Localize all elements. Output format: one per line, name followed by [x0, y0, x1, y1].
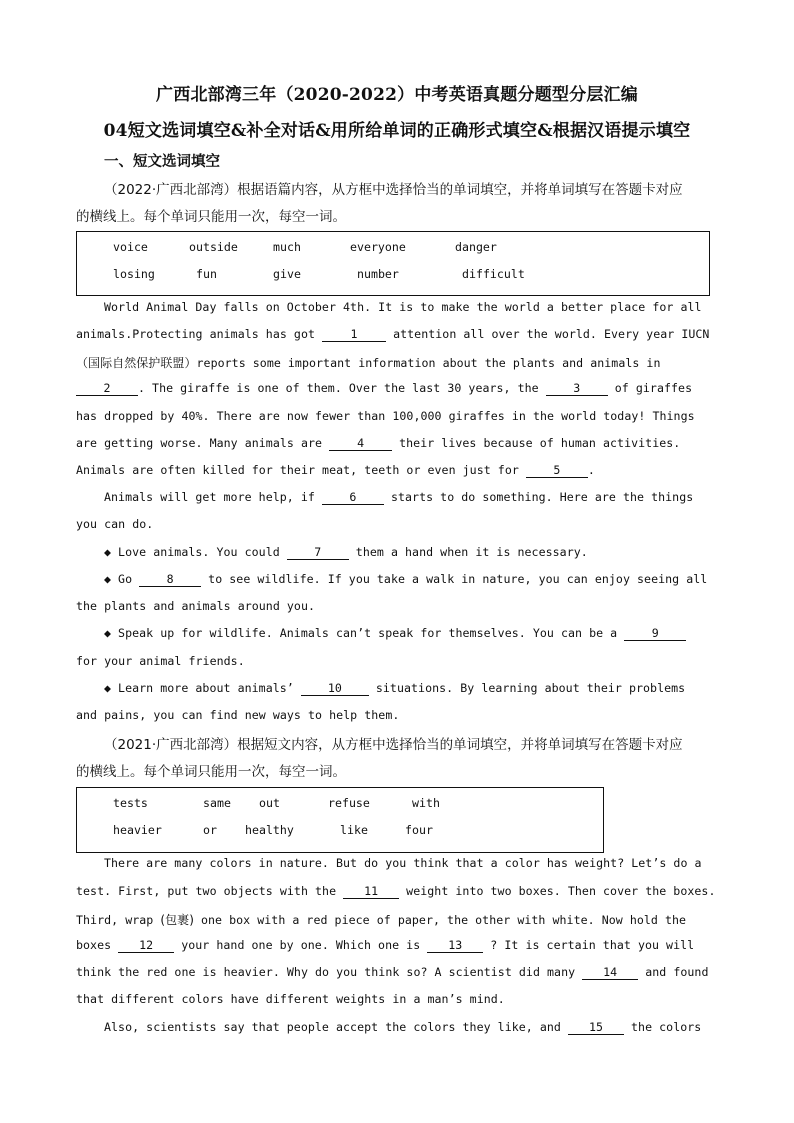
word-bank-item: much [273, 240, 301, 254]
q2-word-box [76, 787, 604, 853]
section-heading: 一、短文选词填空 [104, 154, 220, 170]
q1-text-line: 2 . The giraffe is one of them. Over the last 30 years, the 3 of giraffes [76, 381, 692, 396]
word-bank-item: outside [189, 240, 238, 254]
q2-text-line: boxes 12 your hand one by one. Which one is 13 ? It is certain that you will [76, 938, 695, 952]
blank-6[interactable]: 6 [322, 491, 384, 505]
q2-text-line: test. First, put two objects with the 11 weight into two boxes. Then cover the boxes. [76, 884, 716, 898]
word-bank-item: losing [113, 267, 155, 281]
q1-text-line: Animals will get more help, if 6 starts to do something. Here are the things [104, 490, 694, 504]
word-bank-item: fun [196, 267, 217, 281]
word-bank-item: same [203, 796, 231, 810]
q1-text-line: you can do. [76, 517, 154, 531]
word-bank-item: like [340, 823, 368, 837]
word-bank-item: or [203, 823, 217, 837]
q1-intro-line-1: （2022·广西北部湾）根据语篇内容，从方框中选择恰当的单词填空，并将单词填写在答题卡对应 [104, 182, 683, 198]
blank-4[interactable]: 4 [329, 437, 392, 451]
bullet-item: ◆ Go 8 to see wildlife. If you take a walk in nature, you can enjoy seeing all [104, 572, 708, 586]
blank-9[interactable]: 9 [624, 627, 686, 641]
blank-5[interactable]: 5 [526, 464, 588, 478]
q2-intro-line-2: 的横线上。每个单词只能用一次，每空一词。 [76, 764, 346, 780]
q2-intro-line-1: （2021·广西北部湾）根据短文内容，从方框中选择恰当的单词填空，并将单词填写在答题卡对应 [104, 737, 683, 753]
q1-text-line: for your animal friends. [76, 654, 245, 668]
q1-text-line: are getting worse. Many animals are 4 their lives because of human activities. [76, 436, 681, 450]
bullet-item: ◆ Learn more about animals’ 10 situations. By learning about their problems [104, 681, 686, 695]
word-bank-item: danger [455, 240, 497, 254]
q1-text-line: has dropped by 40%. There are now fewer than 100,000 giraffes in the world today! Things [76, 409, 695, 423]
blank-3[interactable]: 3 [546, 382, 608, 396]
q1-text-line: World Animal Day falls on October 4th. It is to make the world a better place for all [104, 300, 702, 314]
word-bank-item: give [273, 267, 301, 281]
word-bank-item: out [259, 796, 280, 810]
blank-1[interactable]: 1 [322, 328, 386, 342]
word-bank-item: difficult [462, 267, 525, 281]
q1-word-box [76, 231, 710, 296]
word-bank-item: heavier [113, 823, 162, 837]
blank-7[interactable]: 7 [287, 546, 349, 560]
q1-intro-line-2: 的横线上。每个单词只能用一次，每空一词。 [76, 209, 346, 225]
blank-12[interactable]: 12 [118, 939, 174, 953]
word-bank-item: healthy [245, 823, 294, 837]
word-bank-item: everyone [350, 240, 406, 254]
q2-text-line: that different colors have different weights in a man’s mind. [76, 992, 505, 1006]
q1-text-line: and pains, you can find new ways to help them. [76, 708, 400, 722]
word-bank-item: refuse [328, 796, 370, 810]
q1-text-line: Animals are often killed for their meat, teeth or even just for 5 . [76, 463, 595, 477]
q2-text-line: think the red one is heavier. Why do you think so? A scientist did many 14 and found [76, 965, 709, 979]
q2-text-line: Also, scientists say that people accept the colors they like, and 15 the colors [104, 1020, 702, 1034]
blank-13[interactable]: 13 [427, 939, 483, 953]
word-bank-item: voice [113, 240, 148, 254]
blank-10[interactable]: 10 [301, 682, 369, 696]
word-bank-item: with [412, 796, 440, 810]
q2-text-line: Third, wrap (包裹) one box with a red piece of paper, the other with white. Now hold the [76, 913, 687, 927]
word-bank-item: four [405, 823, 433, 837]
document-subtitle: 04短文选词填空&补全对话&用所给单词的正确形式填空&根据汉语提示填空 [103, 121, 691, 141]
q1-text-line: （国际自然保护联盟）reports some important information about the plants and animals in [76, 356, 661, 370]
blank-15[interactable]: 15 [568, 1021, 624, 1035]
blank-14[interactable]: 14 [582, 966, 638, 980]
q1-text-line: animals.Protecting animals has got 1 attention all over the world. Every year IUCN [76, 327, 710, 341]
bullet-item: ◆ Love animals. You could 7 them a hand when it is necessary. [104, 545, 588, 559]
word-bank-item: number [357, 267, 399, 281]
bullet-item: ◆ Speak up for wildlife. Animals can’t speak for themselves. You can be a 9 [104, 626, 686, 641]
document-title: 广西北部湾三年（2020-2022）中考英语真题分题型分层汇编 [156, 85, 638, 105]
q1-text-line: the plants and animals around you. [76, 599, 316, 613]
blank-11[interactable]: 11 [343, 885, 399, 899]
blank-8[interactable]: 8 [139, 573, 201, 587]
blank-2[interactable]: 2 [76, 382, 138, 396]
q2-text-line: There are many colors in nature. But do you think that a color has weight? Let’s do a [104, 856, 702, 870]
word-bank-item: tests [113, 796, 148, 810]
